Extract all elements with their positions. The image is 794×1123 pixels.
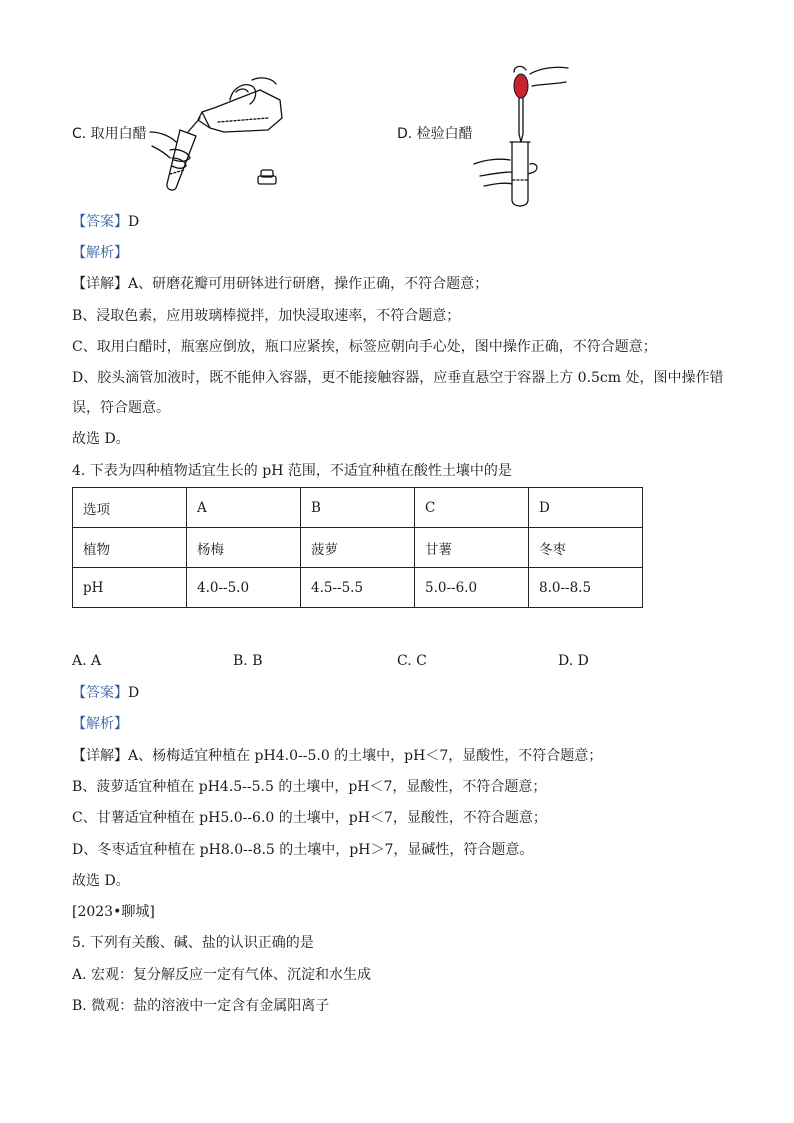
table-cell: D xyxy=(529,488,643,528)
q4-stem: 4. 下表为四种植物适宜生长的 pH 范围，不适宜种植在酸性土壤中的是 xyxy=(72,463,512,479)
table-cell: 菠萝 xyxy=(301,528,415,568)
q4-detail-line-c: C、甘薯适宜种植在 pH5.0--6.0 的土壤中，pH＜7，显酸性，不符合题意； xyxy=(72,810,547,826)
table-cell: 选项 xyxy=(73,488,187,528)
table-cell: 植物 xyxy=(73,528,187,568)
option-d-label: D. 检验白醋 xyxy=(397,126,473,142)
q4-option-c: C. C xyxy=(397,653,427,669)
table-cell: 冬枣 xyxy=(529,528,643,568)
q3-detail-line-d: D、胶头滴管加液时，既不能伸入容器，更不能接触容器，应垂直悬空于容器上方 0.5cm 处，图中操作错 xyxy=(72,370,724,386)
q3-conclusion: 故选 D。 xyxy=(72,431,130,447)
q3-answer xyxy=(72,212,139,232)
q5-option-a: A. 宏观：复分解反应一定有气体、沉淀和水生成 xyxy=(72,967,372,983)
table-cell: 4.0--5.0 xyxy=(187,568,301,608)
table-row xyxy=(73,528,643,568)
table-row xyxy=(73,488,643,528)
analysis-tag: 【解析】 xyxy=(72,245,128,261)
answer-tag: 【答案】 xyxy=(72,214,128,230)
q4-detail-line-a xyxy=(72,746,602,766)
detail-tag: 【详解】 xyxy=(72,276,128,292)
pouring-vinegar-illustration xyxy=(140,70,300,195)
table-cell: 8.0--8.5 xyxy=(529,568,643,608)
detail-tag: 【详解】 xyxy=(72,748,128,764)
q4-option-d: D. D xyxy=(558,653,589,669)
answer-value: D xyxy=(128,214,140,230)
option-c-label: C. 取用白醋 xyxy=(72,126,147,142)
table-cell: 甘薯 xyxy=(415,528,529,568)
table-cell: 5.0--6.0 xyxy=(415,568,529,608)
q4-detail-line-d: D、冬枣适宜种植在 pH8.0--8.5 的土壤中，pH＞7，显碱性，符合题意。 xyxy=(72,842,534,858)
q5-option-b: B. 微观：盐的溶液中一定含有金属阳离子 xyxy=(72,998,330,1014)
answer-value: D xyxy=(128,685,140,701)
q3-detail-line-d-cont: 误，符合题意。 xyxy=(72,400,170,416)
answer-tag: 【答案】 xyxy=(72,685,128,701)
q5-stem: 5. 下列有关酸、碱、盐的认识正确的是 xyxy=(72,935,314,951)
q3-detail-line-a xyxy=(72,274,488,294)
q4-conclusion: 故选 D。 xyxy=(72,873,130,889)
q3-detail-line-b: B、浸取色素，应用玻璃棒搅拌，加快浸取速率，不符合题意； xyxy=(72,308,461,324)
q5-source: [2023•聊城] xyxy=(72,904,155,920)
analysis-tag: 【解析】 xyxy=(72,716,128,732)
q4-option-a: A. A xyxy=(72,653,102,669)
table-cell: B xyxy=(301,488,415,528)
detail-text: A、研磨花瓣可用研钵进行研磨，操作正确，不符合题意； xyxy=(128,276,489,292)
table-cell: pH xyxy=(73,568,187,608)
q4-detail-line-b: B、菠萝适宜种植在 pH4.5--5.5 的土壤中，pH＜7，显酸性，不符合题意； xyxy=(72,779,547,795)
q3-detail-line-c: C、取用白醋时，瓶塞应倒放，瓶口应紧挨，标签应朝向手心处，图中操作正确，不符合题意； xyxy=(72,339,657,355)
q4-answer xyxy=(72,683,139,703)
table-cell: 4.5--5.5 xyxy=(301,568,415,608)
table-cell: A xyxy=(187,488,301,528)
testing-vinegar-illustration xyxy=(470,60,580,210)
table-cell: 杨梅 xyxy=(187,528,301,568)
table-row xyxy=(73,568,643,608)
ph-table xyxy=(72,487,643,608)
detail-text: A、杨梅适宜种植在 pH4.0--5.0 的土壤中，pH＜7，显酸性，不符合题意； xyxy=(128,748,603,764)
q4-option-b: B. B xyxy=(233,653,263,669)
table-cell: C xyxy=(415,488,529,528)
